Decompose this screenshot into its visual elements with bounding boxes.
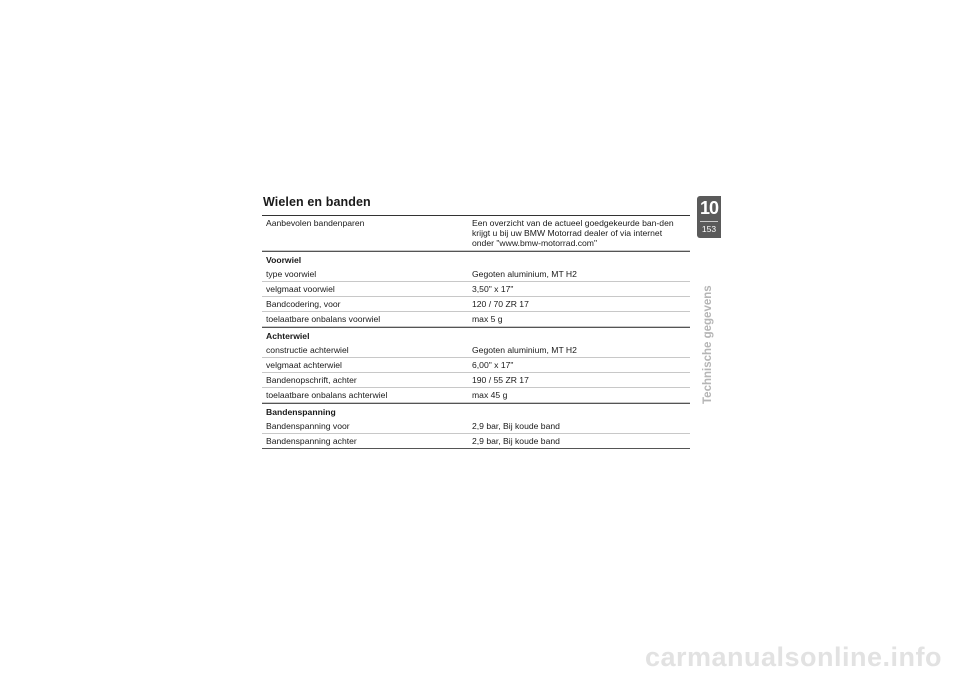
row-label: Bandenspanning achter (266, 436, 357, 446)
row-label: type voorwiel (266, 269, 317, 279)
section-heading-front-wheel: Voorwiel (262, 251, 690, 267)
row-value: 2,9 bar, Bij koude band (472, 436, 560, 446)
row-label: toelaatbare onbalans achterwiel (266, 390, 388, 400)
table-row (262, 343, 690, 358)
table-row (262, 419, 690, 434)
row-value: Gegoten aluminium, MT H2 (472, 269, 577, 279)
spec-table (262, 215, 690, 449)
row-value: 3,50" x 17" (472, 284, 514, 294)
row-value: max 45 g (472, 390, 508, 400)
row-value: 2,9 bar, Bij koude band (472, 421, 560, 431)
row-value: 120 / 70 ZR 17 (472, 299, 529, 309)
row-label: Bandenopschrift, achter (266, 375, 357, 385)
table-row (262, 297, 690, 312)
section-heading-tire-pressure: Bandenspanning (262, 403, 690, 419)
row-value: max 5 g (472, 314, 503, 324)
row-value: 6,00" x 17" (472, 360, 514, 370)
row-label: Bandcodering, voor (266, 299, 341, 309)
chapter-number: 10 (699, 198, 719, 218)
table-row (262, 358, 690, 373)
row-label: Aanbevolen bandenparen (266, 218, 365, 228)
table-row (262, 373, 690, 388)
chapter-divider (700, 221, 718, 222)
row-label: Bandenspanning voor (266, 421, 350, 431)
row-value: Een overzicht van de actueel goedgekeurde ban-den krijgt u bij uw BMW Motorrad dealer of via internet onder "www.bmw-motorrad.com" (472, 218, 674, 248)
table-row (262, 282, 690, 297)
table-row (262, 434, 690, 449)
row-label: constructie achterwiel (266, 345, 349, 355)
row-value: 190 / 55 ZR 17 (472, 375, 529, 385)
table-row-intro (262, 216, 690, 251)
table-row (262, 267, 690, 282)
row-label: toelaatbare onbalans voorwiel (266, 314, 381, 324)
row-value: Gegoten aluminium, MT H2 (472, 345, 577, 355)
table-row (262, 388, 690, 403)
chapter-tab (697, 196, 721, 238)
page-title: Wielen en banden (263, 195, 371, 209)
row-label: velgmaat achterwiel (266, 360, 342, 370)
section-heading-rear-wheel: Achterwiel (262, 327, 690, 343)
row-label: velgmaat voorwiel (266, 284, 335, 294)
table-row (262, 312, 690, 327)
page-number: 153 (701, 224, 717, 234)
watermark: carmanualsonline.info (644, 642, 942, 672)
chapter-side-label: Technische gegevens (702, 285, 714, 404)
